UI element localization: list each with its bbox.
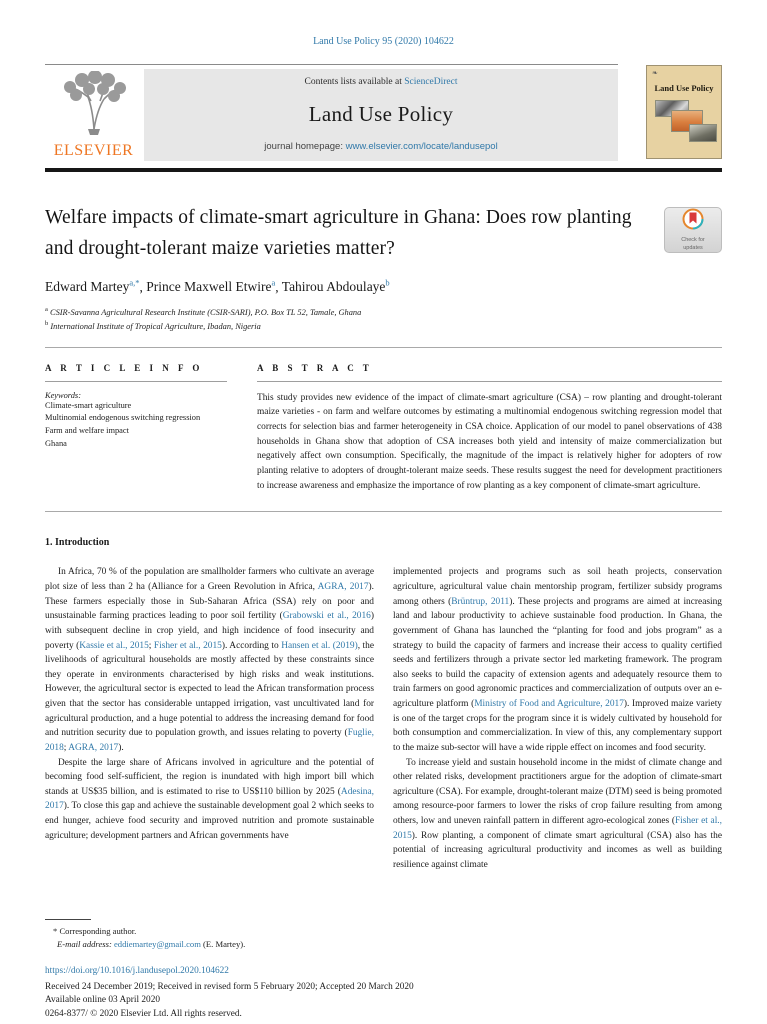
author-affiliation-sup: b — [385, 277, 390, 288]
journal-header-main — [45, 64, 618, 161]
citation-link[interactable]: Hansen et al. (2019) — [281, 640, 358, 651]
abstract-text: This study provides new evidence of the impact of climate-smart agriculture (CSA) – row planting and drought-tolerant maize varieties - on farm and welfare outcomes by estimating a multinomial endogenous switching regression model that corrects for selection bias and farmer heterogeneity in CSA choice. Application of our model to panel observations of 438 households in Ghana show that adoption of CSA increases both yield and intensity of maize commercialization but negatively affect own consumption. Specifically, the magnitude of the impact is relatively higher for adopters of row planting relative to adopters of drought-tolerant maize seeds. These results suggest the need for development practitioners to increase awareness and emphasize the importance of row planting as a key component of climate-smart agriculture. — [257, 392, 722, 491]
heading-rule — [257, 381, 722, 382]
journal-header — [45, 64, 722, 161]
email-line: E-mail address: eddiemartey@gmail.com (E. Martey). — [57, 939, 246, 950]
corresponding-author-note: * Corresponding author. — [53, 926, 137, 937]
info-abstract-section — [45, 347, 722, 513]
elsevier-logo[interactable] — [45, 69, 142, 161]
check-for-updates-badge[interactable] — [664, 207, 722, 253]
keywords-label: Keywords: — [45, 390, 81, 400]
elsevier-tree-icon — [58, 71, 130, 144]
journal-title: Land Use Policy — [308, 101, 454, 126]
paragraph: Despite the large share of Africans involved in agriculture and the potential of becoming food self-sufficient, the region is inundated with high import bill which stands at US$35 billion, and is estimated to rise to US$110 billion by 2025 (Adesina, 2017). To close this gap and achieve the sustainable development goal 2 which seeks to end hunger, achieve food security and improved nutrition and promote sustainable agriculture; development partners and African governments have — [45, 757, 374, 841]
doi-link[interactable]: https://doi.org/10.1016/j.landusepol.2020.104622 — [45, 966, 229, 977]
keyword: Ghana — [45, 438, 67, 448]
received-dates-line: Received 24 December 2019; Received in revised form 5 February 2020; Accepted 20 March 2020 — [45, 981, 414, 992]
author-line: Edward Martey$^{a,*}$, Prince Maxwell Etwire$^a$, Tahirou Abdoulaye$^b$ — [45, 277, 390, 295]
cover-photo — [689, 124, 717, 142]
author[interactable]: Edward Martey$^{a,*}$ — [45, 277, 140, 295]
header-divider — [45, 168, 722, 172]
check-badge-label: Check for updates — [681, 237, 705, 251]
copyright-line: 0264-8377/ © 2020 Elsevier Ltd. All rights reserved. — [45, 1008, 242, 1019]
journal-banner — [144, 69, 618, 161]
citation-link[interactable]: Fuglie, 2018 — [45, 728, 374, 753]
author[interactable]: Tahirou Abdoulaye$^b$ — [281, 277, 390, 295]
citation-link[interactable]: Fisher et al., 2015 — [153, 640, 222, 651]
citation-link[interactable]: Kassie et al., 2015 — [79, 640, 149, 651]
cover-title: Land Use Policy — [654, 83, 714, 93]
paragraph: To increase yield and sustain household income in the midst of climate change and other related risks, development practitioners argue for the adoption of climate-smart agriculture (CSA). For example, drought-tolerant maize (DTM) seed is being promoted among resource-poor farmers to lower the risks of crop failure resulting from among others, low and uneven rainfall pattern in different agro-ecological zones (Fisher et al., 2015). Row planting, a component of climate smart agricultural (CSA) also has the potential of increasing agricultural productivity and incomes as well as building resilience against climate — [393, 757, 722, 870]
citation-link[interactable]: Adesina, 2017 — [45, 786, 374, 812]
heading-rule — [45, 381, 227, 382]
sciencedirect-link[interactable]: ScienceDirect — [404, 77, 458, 87]
affiliations — [45, 305, 722, 333]
crossmark-icon — [682, 208, 704, 235]
article-info-column — [45, 363, 257, 494]
citation-link[interactable]: Fisher et al., 2015 — [393, 816, 722, 841]
paragraph: implemented projects and programs such as soil heath projects, conservation agriculture, agricultural value chain mentorship program, fertilizer subsidy programs among others (Brüntrup, 2011). These projects and programs are aimed at increasing land and labour productivity to achieve sustainable food production. In Ghana, the government of Ghana has launched the “planting for food and jobs program” as a strategy to build the capacity of farmers and increase their access to quality certified seeds and fertilizers through a private sector led marketing framework. The program also seeks to build the capacity of extension agents and adequately resource them to train farmers on good agronomic practices and commercialization of outputs over an e-agriculture platform (Ministry of Food and Agriculture, 2017). Improved maize variety is one of the target crops for the program since it is widely cultivated by household for both consumption and commercialization. In view of this, any complementary support to the maize sub-sector will have a wide ripple effect on incomes and food security. — [393, 567, 722, 753]
contents-line: Contents lists available at ScienceDirect — [304, 77, 458, 87]
footnote-block — [45, 925, 722, 951]
article-footer — [45, 965, 722, 1021]
citation-link[interactable]: AGRA, 2017 — [317, 582, 369, 593]
author-email-link[interactable]: eddiemartey@gmail.com — [113, 939, 201, 950]
footnote-divider — [45, 919, 91, 920]
affiliation: $^a$ CSIR-Savanna Agricultural Research Institute (CSIR-SARI), P.O. Box TL 52, Tamale, Ghana — [45, 306, 362, 317]
citation-link[interactable]: Ministry of Food and Agriculture, 2017 — [474, 699, 624, 710]
body-column-right — [393, 565, 722, 905]
cover-elsevier-mark-icon: ❧ — [652, 69, 658, 77]
keyword: Climate-smart agriculture — [45, 400, 132, 410]
available-online-line: Available online 03 April 2020 — [45, 995, 160, 1006]
running-head-citation: Land Use Policy 95 (2020) 104622 — [313, 36, 454, 47]
article-info-heading: A R T I C L E I N F O — [45, 362, 203, 373]
citation-link[interactable]: Grabowski et al., 2016 — [282, 611, 371, 622]
keyword: Farm and welfare impact — [45, 425, 129, 435]
author-affiliation-sup: a — [271, 277, 276, 288]
article-title: Welfare impacts of climate-smart agriculture in Ghana: Does row planting and drought-tolerant maize varieties matter? — [45, 207, 632, 259]
citation-link[interactable]: Brüntrup, 2011 — [451, 596, 510, 607]
section-heading-introduction: 1. Introduction — [45, 537, 110, 549]
elsevier-wordmark: ELSEVIER — [53, 142, 134, 159]
journal-homepage-link[interactable]: www.elsevier.com/locate/landusepol — [345, 141, 498, 152]
affiliation: $^b$ International Institute of Tropical Agriculture, Ibadan, Nigeria — [45, 319, 261, 331]
abstract-heading: A B S T R A C T — [257, 362, 373, 373]
homepage-line: journal homepage: www.elsevier.com/locate/landusepol — [264, 141, 498, 152]
paragraph: In Africa, 70 % of the population are smallholder farmers who cultivate an average plot size of less than 2 ha (Alliance for a Green Revolution in Africa, AGRA, 2017). These farmers especially those in Sub-Saharan Africa (SSA) rely on poor and unsustainable farming practices leading to poor soil fertility (Grabowski et al., 2016) with subsequent decline in crop yield, and high incidence of food insecurity and poverty (Kassie et al., 2015; Fisher et al., 2015). According to Hansen et al. (2019), the livelihoods of agricultural households are mostly affected by these constraints since they operate in environments characterised by high risks and weak institutions. However, the agricultural sector is expected to lead the African transformation process given that the sector has considerable untapped irrigation, vast uncultivated land for agricultural production, and a huge potential to address the increasing demand for food and nutrition security due to population growth, and issues relating to poverty (Fuglie, 2018; AGRA, 2017). — [45, 567, 375, 753]
journal-cover-thumbnail[interactable] — [646, 65, 722, 159]
author[interactable]: Prince Maxwell Etwire$^a$ — [146, 277, 276, 295]
author-affiliation-sup: a,* — [129, 277, 140, 288]
abstract-column — [257, 363, 722, 494]
body-columns — [45, 565, 722, 905]
body-column-left — [45, 565, 374, 905]
citation-link[interactable]: AGRA, 2017 — [68, 742, 119, 753]
keyword: Multinomial endogenous switching regression — [45, 413, 201, 423]
